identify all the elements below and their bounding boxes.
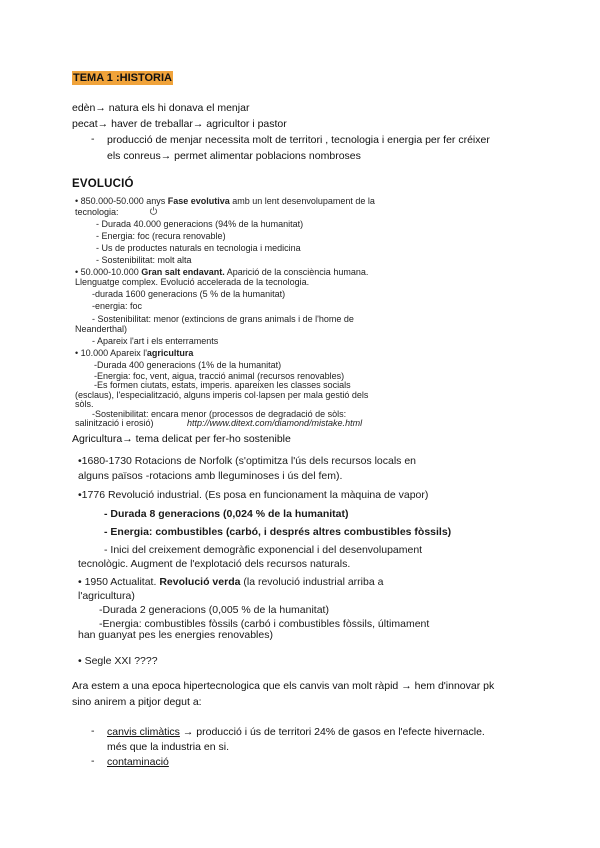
closing-item-canvis-cont: més que la industria en si. (107, 741, 229, 753)
evo-block1-line1: • 850.000-50.000 anys Fase evolutiva amb un lent desenvolupament de la (75, 196, 375, 206)
segle-xxi-line: • Segle XXI ???? (78, 655, 158, 667)
closing-line-1: Ara estem a una epoca hipertecnologica que els canvis van molt ràpid → hem d'innovar pk (72, 680, 495, 692)
evo-block2-item: - Sostenibilitat: menor (extincions de grans animals i de l'home de (92, 314, 354, 324)
revolucio-verda-energia-1: -Energia: combustibles fòssils (carbó i combustibles fòssils, últimament (99, 618, 430, 630)
evo-block3-item: -Es formen ciutats, estats, imperis. apareixen les classes socials (94, 380, 351, 390)
power-icon (149, 206, 158, 215)
evo-block1-line2: tecnologia: (75, 207, 119, 217)
evo-block3-item: sòls. (75, 399, 94, 409)
bullet-dash: - (91, 725, 95, 737)
evo-block3-line1: • 10.000 Apareix l'agricultura (75, 348, 194, 358)
section-heading-evolucio: EVOLUCIÓ (72, 178, 134, 190)
closing-item-contaminacio: contaminació (107, 756, 169, 768)
revolucio-industrial-line: •1776 Revolució industrial. (Es posa en funcionament la màquina de vapor) (78, 489, 429, 501)
intro-line-2: pecat→ haver de treballar→ agricultor i pastor (72, 118, 287, 130)
norfolk-line-1: •1680-1730 Rotacions de Norfolk (s'optimitza l'ús dels recursos locals en (78, 455, 417, 467)
evo-block3-item: (esclaus), l'especialització, alguns imperis col·lapsen per mala gestió dels (75, 390, 369, 400)
evo-block3-item: -Durada 400 generacions (1% de la humanitat) (94, 360, 282, 370)
evo-block2-item: -durada 1600 generacions (5 % de la humanitat) (92, 289, 286, 299)
revolucio-verda-energia-2: han guanyat pes les energies renovables) (78, 629, 273, 641)
agricultura-note: Agricultura→ tema delicat per fer-ho sostenible (72, 433, 291, 445)
evo-block2-item: Neanderthal) (75, 324, 128, 334)
closing-item-canvis: canvis climàtics → producció i ús de territori 24% de gasos en l'efecte hivernacle. (107, 726, 485, 738)
evo-block3-item: -Sostenibilitat: encara menor (processos de degradació de sòls: (92, 409, 347, 419)
evo-block1-item: - Energia: foc (recura renovable) (96, 231, 226, 241)
evo-block3-item: -Energia: foc, vent, aigua, tracció animal (recursos renovables) (94, 371, 345, 381)
evo-block2-line2: Llenguatge complex. Evolució accelerada de la tecnologia. (75, 277, 310, 287)
reference-link[interactable]: http://www.ditext.com/diamond/mistake.html (187, 418, 363, 428)
revolucio-verda-line-1: • 1950 Actualitat. Revolució verda (la revolució industrial arriba a (78, 576, 384, 588)
evo-block2-line1: • 50.000-10.000 Gran salt endavant. Aparició de la consciència humana. (75, 267, 369, 277)
revolucio-verda-line-2: l'agricultura) (78, 590, 135, 602)
bullet-dash: - (91, 133, 95, 145)
evo-block2-item: - Apareix l'art i els enterraments (92, 336, 219, 346)
evo-block1-item: - Sostenibilitat: molt alta (96, 255, 192, 265)
evo-block1-item: - Durada 40.000 generacions (94% de la humanitat) (96, 219, 304, 229)
revolucio-inici-line-2: tecnològic. Augment de l'explotació dels recursos naturals. (78, 558, 351, 570)
bullet-dash: - (91, 755, 95, 767)
intro-bullet-line-2: els conreus→ permet alimentar poblacions nombroses (107, 150, 361, 162)
norfolk-line-2: alguns països -rotacions amb lleguminoses i ús del fem). (78, 470, 343, 482)
revolucio-durada: - Durada 8 generacions (0,024 % de la humanitat) (104, 508, 349, 520)
page-title: TEMA 1 :HISTORIA (73, 72, 173, 84)
evo-block2-item: -energia: foc (92, 301, 143, 311)
intro-line-1: edèn→ natura els hi donava el menjar (72, 102, 250, 114)
evo-block1-item: - Us de productes naturals en tecnologia i medicina (96, 243, 301, 253)
revolucio-energia: - Energia: combustibles (carbó, i després altres combustibles fòssils) (104, 526, 452, 538)
evo-block3-item: salinització i erosió) (75, 418, 154, 428)
intro-bullet-line-1: producció de menjar necessita molt de territori , tecnologia i energia per fer créixer (107, 134, 490, 146)
revolucio-verda-durada: -Durada 2 generacions (0,005 % de la humanitat) (99, 604, 329, 616)
closing-line-2: sino anirem a pitjor degut a: (72, 696, 202, 708)
revolucio-inici-line-1: - Inici del creixement demogràfic exponencial i del desenvolupament (104, 544, 423, 556)
